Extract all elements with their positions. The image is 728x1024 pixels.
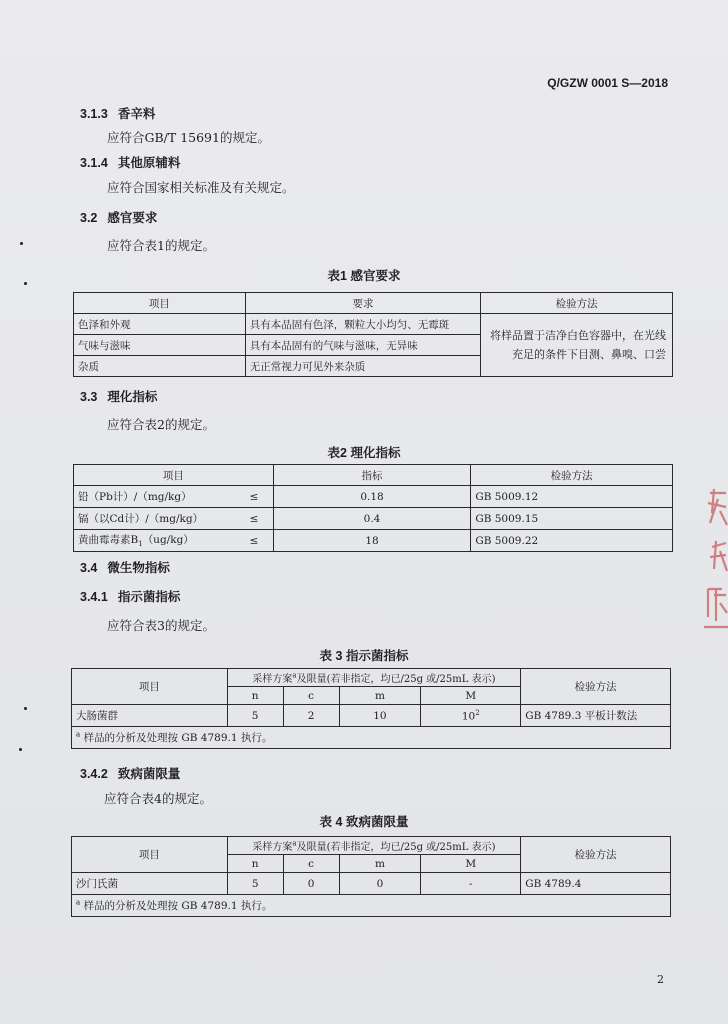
table-header: 指标 bbox=[273, 465, 471, 486]
sampling-plan-header: 采样方案$^a$及限量(若非指定，均已/25g 或/25mL 表示) bbox=[227, 837, 520, 855]
table-header: 项目 bbox=[72, 837, 228, 873]
table-header: 项目 bbox=[74, 293, 246, 314]
section-title: 其他原辅料 bbox=[117, 156, 181, 170]
binding-dot bbox=[24, 282, 27, 285]
table-row: 铅（Pb计）/（mg/kg） ≤ 0.18 GB 5009.12 bbox=[74, 486, 673, 508]
binding-dot bbox=[19, 748, 22, 751]
table-note: $^a$ 样品的分析及处理按 GB 4789.1 执行。 bbox=[72, 895, 671, 917]
section-3-3-text: 应符合表2的规定。 bbox=[107, 417, 215, 432]
section-3-2-text: 应符合表1的规定。 bbox=[107, 238, 215, 253]
table-row: 镉（以Cd计）/（mg/kg） ≤ 0.4 GB 5009.15 bbox=[74, 508, 673, 530]
table-row: 黄曲霉毒素$B_1(ug/kg)$ ≤ 18 GB 5009.22 bbox=[74, 530, 673, 552]
red-seal-stamp bbox=[700, 485, 728, 630]
table-header: 检验方法 bbox=[481, 293, 673, 314]
section-number: 3.3 bbox=[80, 390, 98, 404]
section-3-2-heading bbox=[80, 208, 157, 226]
section-3-1-4-heading bbox=[80, 153, 180, 171]
section-title: 指示菌指标 bbox=[117, 590, 181, 604]
section-3-4-2-heading bbox=[80, 764, 180, 782]
table-1-caption: 表1 感官要求 bbox=[327, 269, 401, 283]
section-3-4-heading bbox=[80, 558, 170, 576]
section-3-1-3-text: 应符合GB/T 15691的规定。 bbox=[107, 130, 270, 145]
section-3-1-3-heading bbox=[80, 104, 155, 122]
table-4-pathogens: 项目 采样方案$^a$及限量(若非指定，均已/25g 或/25mL 表示) 检验方法 n c m M 沙门氏菌 5 0 0 - GB 4789.4 $^a$ 样品的分析及处理按 GB 4789.1 执行。 bbox=[71, 836, 671, 917]
table-row: 气味与滋味 具有本品固有的气味与滋味，无异味 bbox=[74, 335, 673, 356]
section-title: 微生物指标 bbox=[107, 561, 170, 575]
table-row: 大肠菌群 5 2 10 $10^2$ GB 4789.3 平板计数法 bbox=[72, 705, 671, 727]
section-3-4-2-text: 应符合表4的规定。 bbox=[104, 791, 212, 806]
section-3-4-1-heading bbox=[80, 587, 180, 605]
table-3-indicator-bacteria: 项目 采样方案$^a$及限量(若非指定，均已/25g 或/25mL 表示) 检验方法 n c m M 大肠菌群 5 2 10 $10^2$ GB 4789.3 平板计数法 $^a$ 样品的分析及处理按 GB 4789.1 执行。 bbox=[71, 668, 671, 749]
table-row: 色泽和外观 具有本品固有色泽，颗粒大小均匀、无霉斑 将样品置于洁净白色容器中，在光线充足的条件下目测、鼻嗅、口尝 bbox=[74, 314, 673, 335]
section-3-1-4-text: 应符合国家相关标准及有关规定。 bbox=[107, 180, 295, 195]
table-2-physicochemical bbox=[73, 464, 673, 552]
sampling-plan-header: 采样方案$^a$及限量(若非指定，均已/25g 或/25mL 表示) bbox=[227, 669, 521, 687]
section-number: 3.2 bbox=[80, 211, 98, 225]
section-title: 理化指标 bbox=[107, 390, 158, 404]
table-header: 项目 bbox=[74, 465, 274, 486]
table-header: 检验方法 bbox=[521, 837, 671, 873]
table-3-caption: 表 3 指示菌指标 bbox=[319, 649, 409, 663]
section-number: 3.1.3 bbox=[80, 107, 108, 121]
binding-dot bbox=[20, 242, 23, 245]
table-1-sensory bbox=[73, 292, 673, 377]
sensory-method-cell: 将样品置于洁净白色容器中，在光线充足的条件下目测、鼻嗅、口尝 bbox=[481, 314, 673, 377]
table-note: $^a$ 样品的分析及处理按 GB 4789.1 执行。 bbox=[72, 727, 671, 749]
table-2-caption: 表2 理化指标 bbox=[327, 446, 401, 460]
section-3-4-1-text: 应符合表3的规定。 bbox=[107, 618, 215, 633]
binding-dot bbox=[24, 707, 27, 710]
section-title: 致病菌限量 bbox=[117, 767, 181, 781]
table-header: 项目 bbox=[72, 669, 228, 705]
section-title: 感官要求 bbox=[107, 211, 158, 225]
section-3-3-heading bbox=[80, 387, 157, 405]
page-number: 2 bbox=[657, 973, 664, 986]
section-number: 3.4.2 bbox=[80, 767, 108, 781]
table-header: 要求 bbox=[245, 293, 481, 314]
section-title: 香辛料 bbox=[117, 107, 156, 121]
section-number: 3.4 bbox=[80, 561, 98, 575]
table-header: 检验方法 bbox=[521, 669, 671, 705]
table-header: 检验方法 bbox=[471, 465, 673, 486]
table-row: 杂质 无正常视力可见外来杂质 bbox=[74, 356, 673, 377]
standard-code-header: Q/GZW 0001 S—2018 bbox=[547, 76, 668, 90]
table-4-caption: 表 4 致病菌限量 bbox=[319, 815, 409, 829]
section-number: 3.4.1 bbox=[80, 590, 108, 604]
table-row: 沙门氏菌 5 0 0 - GB 4789.4 bbox=[72, 873, 671, 895]
section-number: 3.1.4 bbox=[80, 156, 108, 170]
